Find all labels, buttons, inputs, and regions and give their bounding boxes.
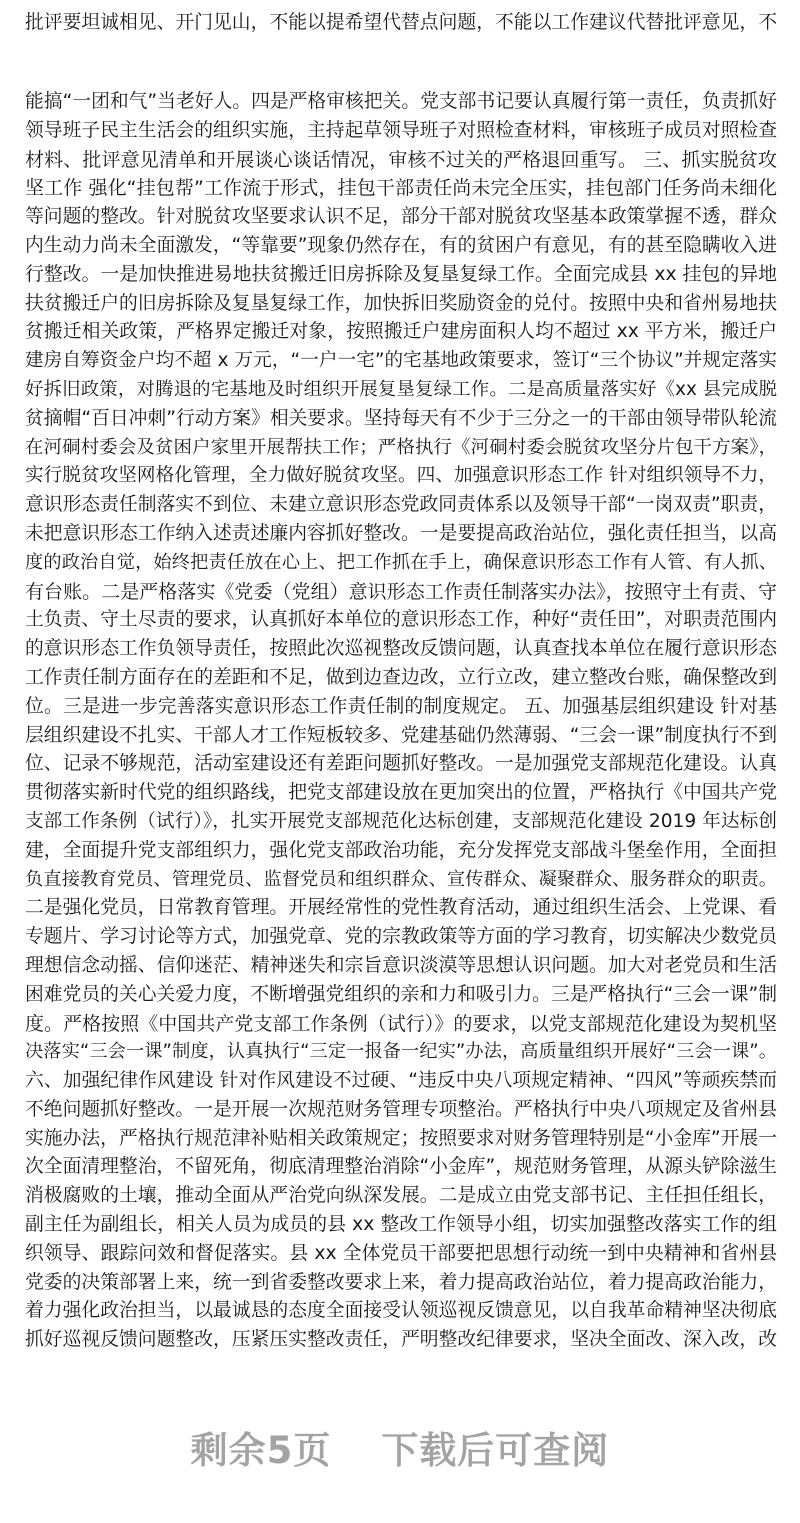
text-line: 工作责任制方面存在的差距和不足，做到边查边改，立行立改，建立整改台账，确保整改到 <box>25 666 777 688</box>
text-line: 层组织建设不扎实、干部人才工作短板较多、党建基础仍然薄弱、“三会一课”制度执行不到 <box>25 724 777 746</box>
text-line: 困难党员的关心关爱力度，不断增强党组织的亲和力和吸引力。三是严格执行“三会一课”制 <box>25 983 777 1005</box>
text-line: 建，全面提升党支部组织力，强化党支部政治功能，充分发挥党支部战斗堡垒作用，全面担 <box>25 839 777 861</box>
text-line: 能搞“一团和气”当老好人。四是严格审核把关。党支部书记要认真履行第一责任，负责抓好 <box>25 91 777 112</box>
text-line: 专题片、学习讨论等方式，加强党章、党的宗教政策等方面的学习教育，切实解决少数党员 <box>25 926 777 948</box>
text-line: 坚工作 强化“挂包帮”工作流于形式，挂包干部责任尚未完全压实，挂包部门任务尚未细化 <box>25 177 777 200</box>
text-line: 批评要坦诚相见、开门见山，不能以提希望代替点问题，不能以工作建议代替批评意见，不 <box>25 12 777 33</box>
text-line: 负直接教育党员、管理党员、监督党员和组织群众、宣传群众、凝聚群众、服务群众的职责。 <box>25 868 777 890</box>
text-line: 理想信念动摇、信仰迷茫、精神迷失和宗旨意识淡漠等思想认识问题。加大对老党员和生活 <box>25 954 777 976</box>
text-line: 决落实“三会一课”制度，认真执行“三定一报备一纪实”办法，高质量组织开展好“三会一课”。 <box>25 1041 777 1063</box>
text-line: 实行脱贫攻坚网格化管理，全力做好脱贫攻坚。四、加强意识形态工作 针对组织领导不力， <box>25 465 777 487</box>
text-line: 不绝问题抓好整改。一是开展一次规范财务管理专项整治。严格执行中央八项规定及省州县 <box>25 1098 777 1120</box>
remaining-pages-label: 剩余5页 <box>190 1429 332 1472</box>
text-line: 六、加强纪律作风建设 针对作风建设不过硬、“违反中央八项规定精神、“四风”等顽疾禁而 <box>25 1070 777 1092</box>
text-line: 度的政治自觉，始终把责任放在心上、把工作抓在手上，确保意识形态工作有人管、有人抓、 <box>25 551 777 573</box>
text-line: 扶贫搬迁户的旧房拆除及复垦复绿工作，加快拆旧奖励资金的兑付。按照中央和省州易地扶 <box>25 292 777 314</box>
text-line: 织领导、跟踪问效和督促落实。县 xx 全体党员干部要把思想行动统一到中央精神和省州县 <box>25 1242 777 1264</box>
text-line: 在河硐村委会及贫困户家里开展帮扶工作；严格执行《河硐村委会脱贫攻坚分片包干方案》， <box>25 436 777 458</box>
text-line: 行整改。一是加快推进易地扶贫搬迁旧房拆除及复垦复绿工作。全面完成县 xx 挂包的异地 <box>25 263 777 285</box>
text-line: 着力强化政治担当，以最诚恳的态度全面接受认领巡视反馈意见，以自我革命精神坚决彻底 <box>25 1300 777 1322</box>
text-line: 度。严格按照《中国共产党支部工作条例（试行）》的要求，以党支部规范化建设为契机坚 <box>25 1012 777 1035</box>
text-line: 的意识形态工作负领导责任，按照此次巡视整改反馈问题，认真查找本单位在履行意识形态 <box>25 638 777 660</box>
text-line: 材料、批评意见清单和开展谈心谈话情况，审核不过关的严格退回重写。 三、抓实脱贫攻 <box>25 148 777 171</box>
text-line: 贯彻落实新时代党的组织路线，把党支部建设放在更加突出的位置，严格执行《中国共产党 <box>25 782 777 804</box>
text-line: 消极腐败的土壤，推动全面从严治党向纵深发展。二是成立由党支部书记、主任担任组长， <box>25 1185 777 1207</box>
text-line: 建房自筹资金户均不超 x 万元，“一户一宅”的宅基地政策要求，签订“三个协议”并规定落实 <box>25 350 777 372</box>
text-line: 位。三是进一步完善落实意识形态工作责任制的制度规定。 五、加强基层组织建设 针对基 <box>25 695 777 717</box>
text-line: 未把意识形态工作纳入述责述廉内容抓好整改。一是要提高政治站位，强化责任担当，以高 <box>25 522 777 544</box>
text-line: 副主任为副组长，相关人员为成员的县 xx 整改工作领导小组，切实加强整改落实工作的组 <box>25 1214 777 1236</box>
text-line: 贫摘帽“百日冲刺”行动方案》相关要求。坚持每天有不少于三分之一的干部由领导带队轮流 <box>25 407 777 429</box>
text-line: 土负责、守土尽责的要求，认真抓好本单位的意识形态工作，种好“责任田”，对职责范围内 <box>25 609 777 631</box>
text-line: 等问题的整改。针对脱贫攻坚要求认识不足，部分干部对脱贫攻坚基本政策掌握不透，群众 <box>25 206 777 228</box>
text-line: 有台账。二是严格落实《党委（党组）意识形态工作责任制落实办法》，按照守土有责、守 <box>25 580 777 603</box>
text-line: 意识形态责任制落实不到位、未建立意识形态党政同责体系以及领导干部“一岗双责”职责， <box>25 494 777 516</box>
text-line: 实施办法，严格执行规范津补贴相关政策规定；按照要求对财务管理特别是“小金库”开展一 <box>25 1127 777 1149</box>
text-line: 抓好巡视反馈问题整改，压紧压实整改责任，严明整改纪律要求，坚决全面改、深入改，改 <box>25 1329 777 1351</box>
text-line: 好拆旧政策，对腾退的宅基地及时组织开展复垦复绿工作。二是高质量落实好《xx 县完成脱 <box>25 378 777 400</box>
text-line: 党委的决策部署上来，统一到省委整改要求上来，着力提高政治站位，着力提高政治能力， <box>25 1271 777 1293</box>
download-prompt[interactable]: 下载后可查阅 <box>381 1429 610 1472</box>
text-line: 次全面清理整治，不留死角，彻底清理整治消除“小金库”，规范财务管理，从源头铲除滋生 <box>25 1156 777 1178</box>
text-line: 支部工作条例（试行）》，扎实开展党支部规范化达标创建，支部规范化建设 2019 年达标创 <box>25 810 777 832</box>
text-line: 二是强化党员，日常教育管理。开展经常性的党性教育活动，通过组织生活会、上党课、看 <box>25 897 777 919</box>
paywall-notice[interactable] <box>0 1420 800 1474</box>
document-body <box>0 88 800 1355</box>
text-line: 内生动力尚未全面激发，“等靠要”现象仍然存在，有的贫困户有意见，有的甚至隐瞒收入进 <box>25 234 777 256</box>
text-line: 贫搬迁相关政策，严格界定搬迁对象，按照搬迁户建房面积人均不超过 xx 平方米，搬迁户 <box>25 321 777 343</box>
text-line: 领导班子民主生活会的组织实施，主持起草领导班子对照检查材料，审核班子成员对照检查 <box>25 119 777 141</box>
text-line: 位、记录不够规范，活动室建设还有差距问题抓好整改。一是加强党支部规范化建设。认真 <box>25 753 777 775</box>
